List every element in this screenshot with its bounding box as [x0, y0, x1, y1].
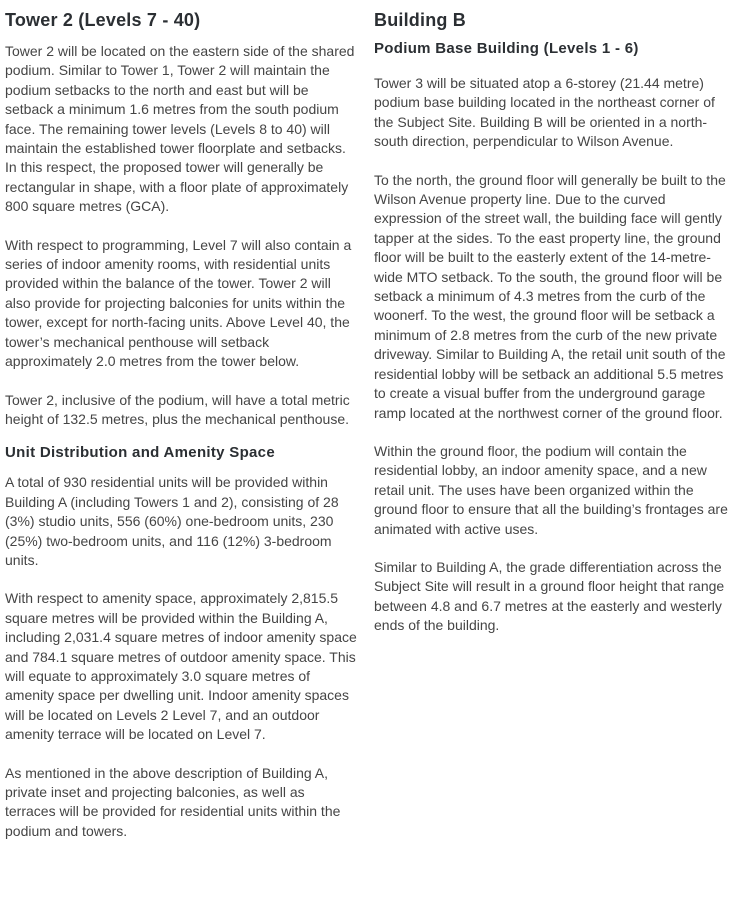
unit-paragraph: A total of 930 residential units will be provided within Building A (including Towers 1 and 2), consisting of 28 (3%) studio units, 556 (60%) one-bedroom units, 230 (25%) two-bedroom units, and 116 (12%) 3-bedroom units. — [5, 474, 339, 568]
podium-paragraph: Tower 3 will be situated atop a 6-storey (21.44 metre) podium base building located in the northeast corner of the Subject Site. Building B will be oriented in a north-south direction, perpendicular to Wilson Avenue. — [374, 75, 715, 150]
podium-paragraph: Similar to Building A, the grade differentiation across the Subject Site will result in a ground floor height that range between 4.8 and 6.7 metres at the easterly and westerly ends of the building. — [374, 558, 725, 634]
tower2-paragraph: Tower 2, inclusive of the podium, will have a total metric height of 132.5 metres, plus the mechanical penthouse. — [5, 391, 350, 427]
unit-distribution-heading: Unit Distribution and Amenity Space — [5, 444, 275, 462]
right-column — [374, 0, 732, 636]
left-column — [5, 0, 357, 841]
unit-paragraph: As mentioned in the above description of Building A, private inset and projecting balconies, as well as terraces will be provided for residential units within the podium and towers. — [5, 764, 341, 839]
tower2-paragraph: With respect to programming, Level 7 will also contain a series of indoor amenity rooms, with residential units provided within the balance of the tower. Tower 2 will also provide for projecting balconies for units within the tower, except for north-facing units. Above Level 40, the tower’s mechanical penthouse will setback approximately 2.0 metres from the tower below. — [5, 236, 352, 370]
podium-paragraph: Within the ground floor, the podium will contain the residential lobby, an indoor amenity space, and a new retail unit. The uses have been organized within the ground floor to ensure that all the building’s frontages are animated with active uses. — [374, 442, 728, 537]
tower2-paragraph: Tower 2 will be located on the eastern side of the shared podium. Similar to Tower 1, Tower 2 will maintain the podium setbacks to the north and east but will be setback a minimum 1.6 metres from the south podium face. The remaining tower levels (Levels 8 to 40) will maintain the established tower floorplate and setbacks. In this respect, the proposed tower will generally be rectangular in shape, with a floor plate of approximately 800 square metres (GCA). — [5, 43, 355, 215]
unit-paragraph: With respect to amenity space, approximately 2,815.5 square metres will be provided within the Building A, including 2,031.4 square metres of indoor amenity space and 784.1 square metres of outdoor amenity space. This will equate to approximately 3.0 square metres of amenity space per dwelling unit. Indoor amenity spaces will be located on Levels 2 Level 7, and an outdoor amenity terrace will be located on Level 7. — [5, 590, 357, 743]
tower2-heading: Tower 2 (Levels 7 - 40) — [5, 10, 201, 30]
podium-subheading: Podium Base Building (Levels 1 - 6) — [374, 40, 639, 57]
podium-paragraph: To the north, the ground floor will generally be built to the Wilson Avenue property line. Due to the curved expression of the street wall, the building face will gently tapper at the sides. To the east property line, the ground floor will be built to the easterly extent of the 14-metre-wide MTO setback. To the south, the ground floor will be setback a minimum of 4.3 metres from the curb of the woonerf. To the west, the ground floor will be setback a minimum of 2.8 metres from the curb of the new private driveway. Similar to Building A, the retail unit south of the residential lobby will be setback an additional 5.5 metres to create a visual buffer from the underground garage ramp located at the northwest corner of the ground floor. — [374, 171, 726, 421]
building-b-heading: Building B — [374, 10, 466, 30]
